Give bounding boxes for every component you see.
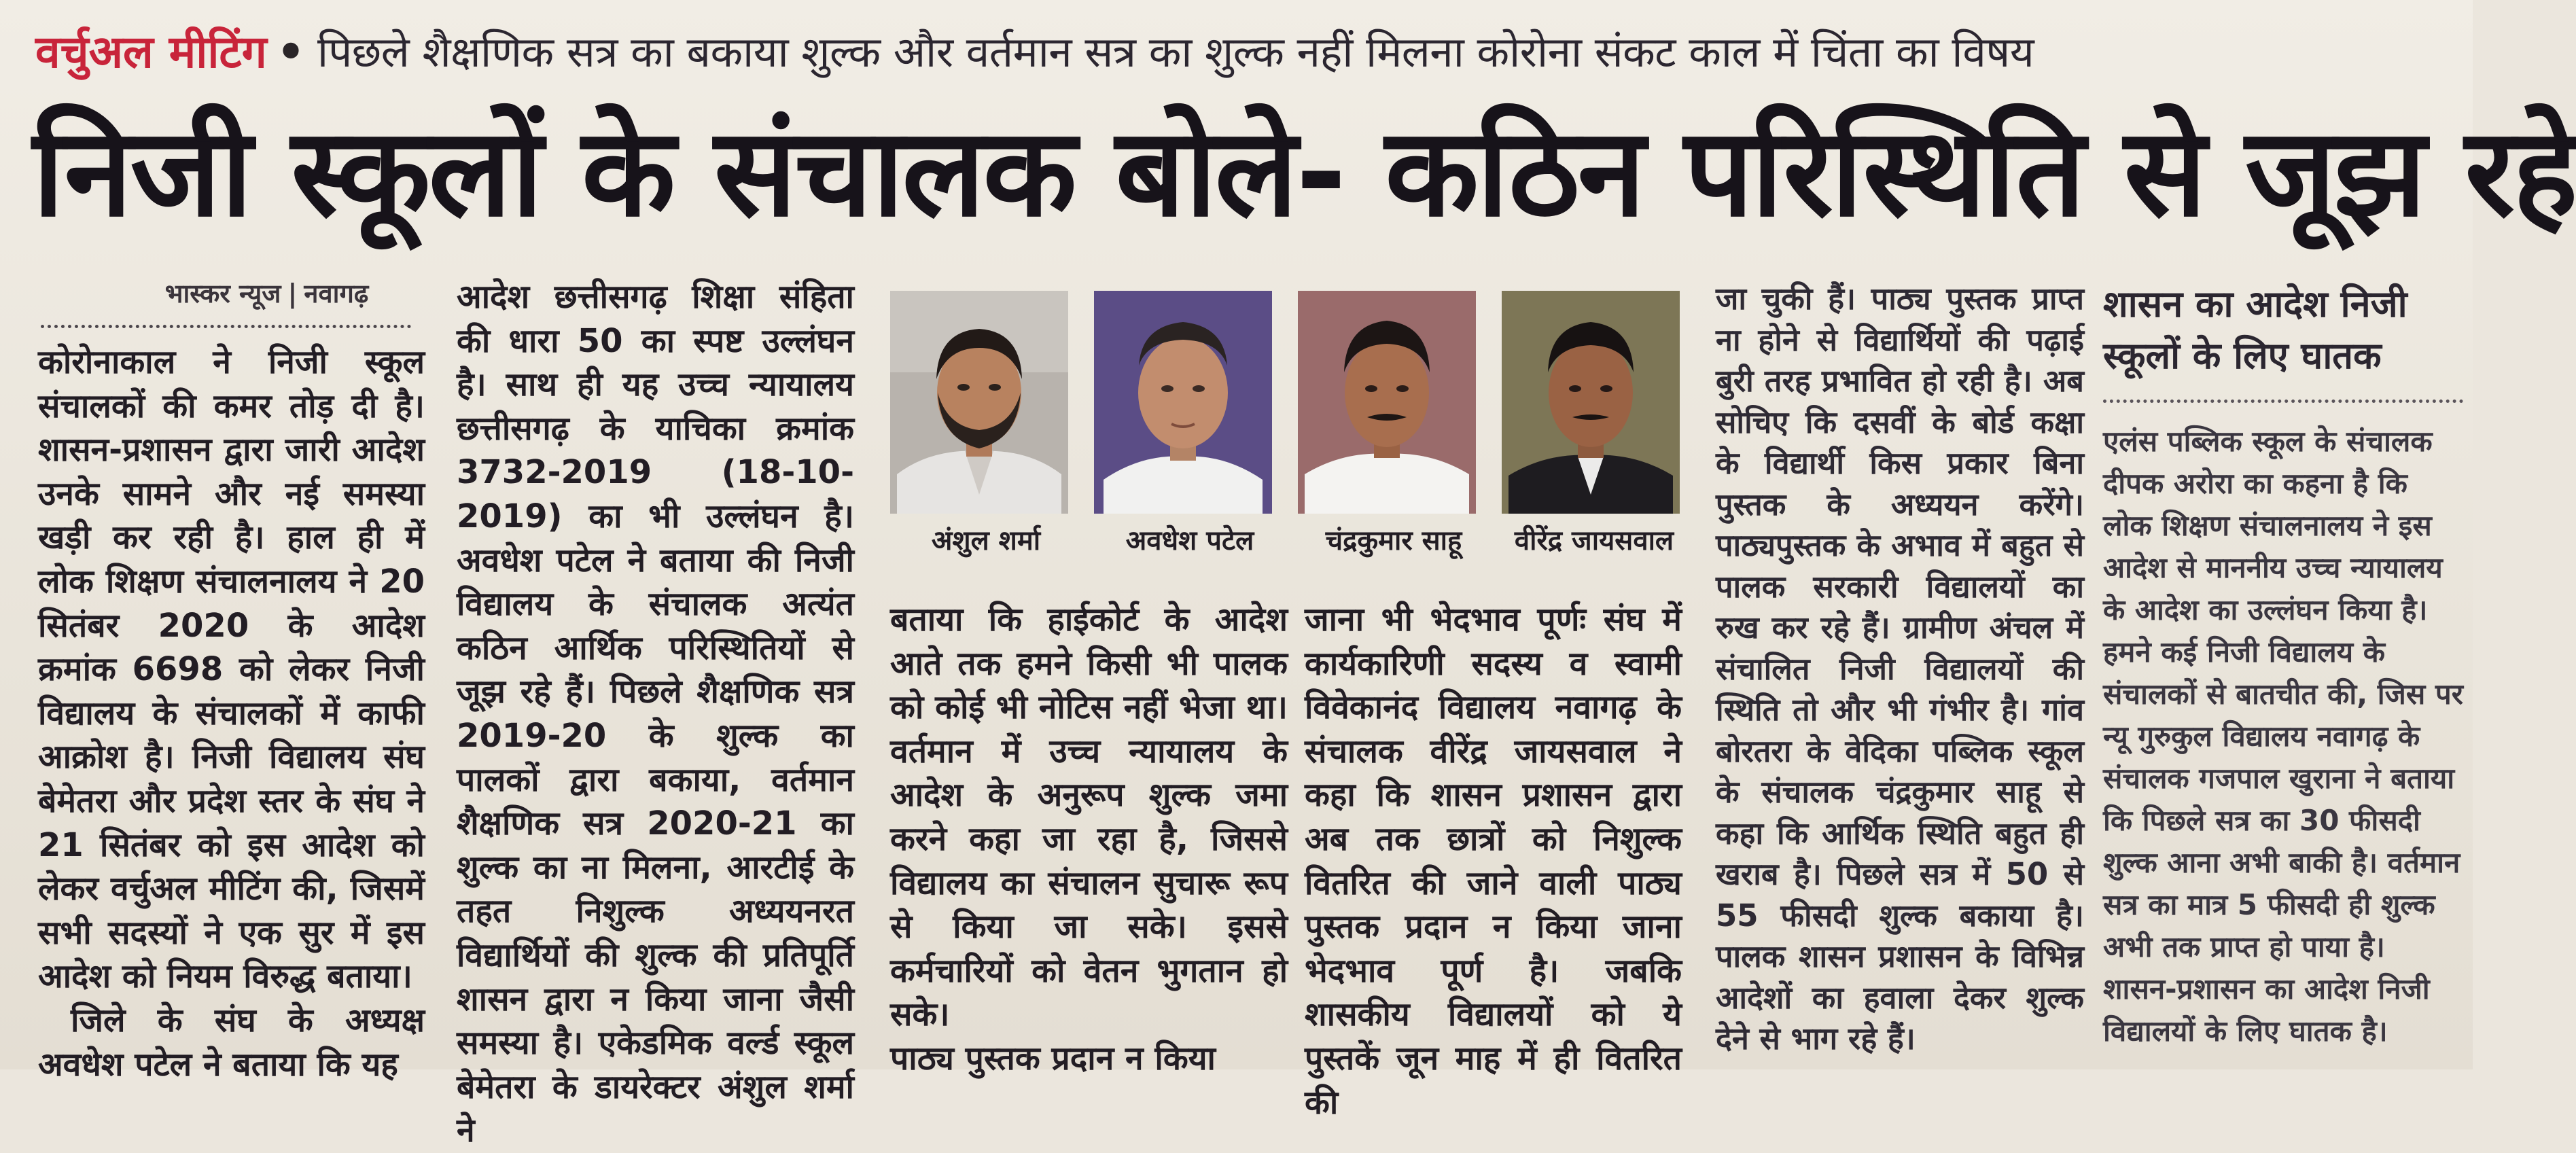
article-paragraph-4: बताया कि हाईकोर्ट के आदेश आते तक हमने किसी भी पालक को कोई भी नोटिस नहीं भेजा था। वर्तमान में उच्च न्यायालय के आदेश के अनुरूप शुल्क जमा करने कहा जा रहा है, जिससे विद्यालय का संचालन सुचारू रूप से किया जा सके। इससे कर्मचारियों को वेतन भुगतान हो सके। bbox=[890, 601, 1288, 1034]
subhead-textbook: पाठ्य पुस्तक प्रदान न किया bbox=[890, 1039, 1216, 1078]
byline-separator: | bbox=[287, 279, 298, 308]
photo-caption-3: चंद्रकुमार साहू bbox=[1325, 525, 1462, 556]
column-5 bbox=[1716, 279, 2084, 1057]
column-3 bbox=[890, 598, 1288, 1078]
main-headline: निजी स्कूलों के संचालक बोले- कठिन परिस्थिति से जूझ रहे bbox=[33, 102, 2576, 244]
portrait-photo-avdhesh-patel bbox=[1094, 291, 1272, 514]
portrait-image bbox=[1502, 291, 1680, 514]
byline-rule bbox=[41, 325, 411, 328]
kicker-line bbox=[35, 15, 2454, 90]
subhead-discrimination: जाना भी भेदभाव पूर्णः bbox=[1305, 601, 1587, 639]
portrait-image bbox=[1094, 291, 1272, 514]
column-1 bbox=[27, 272, 425, 1084]
kicker-label: वर्चुअल मीटिंग bbox=[35, 26, 267, 78]
portrait-image bbox=[1298, 291, 1476, 514]
photo-caption-1: अंशुल शर्मा bbox=[931, 525, 1041, 556]
portrait-photo-chandrakumar-sahu bbox=[1298, 291, 1476, 514]
photo-caption-4: वीरेंद्र जायसवाल bbox=[1514, 525, 1674, 556]
article-paragraph-3: आदेश छत्तीसगढ़ शिक्षा संहिता की धारा 50 का स्पष्ट उल्लंघन है। साथ ही यह उच्च न्यायालय छत्तीसगढ़ के याचिका क्रमांक 3732-2019 (18-10-2019) का भी उल्लंघन है। अवधेश पटेल ने बताया की निजी विद्यालय के संचालक अत्यंत कठिन आर्थिक परिस्थितियों से जूझ रहे हैं। पिछले शैक्षणिक सत्र 2019-20 के शुल्क का पालकों द्वारा बकाया, वर्तमान शैक्षणिक सत्र 2020-21 का शुल्क का ना मिलना, आरटीई के तहत निशुल्क अध्ययनरत विद्यार्थियों की शुल्क की प्रतिपूर्ति शासन द्वारा न किया जाना जैसी समस्या है। एकेडमिक वर्ल्ड स्कूल बेमेतरा के डायरेक्टर अंशुल शर्मा ने bbox=[457, 278, 854, 1150]
kicker-text: पिछले शैक्षणिक सत्र का बकाया शुल्क और वर्तमान सत्र का शुल्क नहीं मिलना कोरोना संकट काल में चिंता का विषय bbox=[317, 27, 2034, 77]
article-paragraph-2: जिले के संघ के अध्यक्ष अवधेश पटेल ने बताया कि यह bbox=[38, 1001, 425, 1084]
article-paragraph-5 bbox=[1305, 598, 1682, 1124]
article-paragraph-6: जा चुकी हैं। पाठ्य पुस्तक प्राप्त ना होने से विद्यार्थियों की पढ़ाई बुरी तरह प्रभावित हो रही है। अब सोचिए कि दसवीं के बोर्ड कक्षा के विद्यार्थी किस प्रकार बिना पुस्तक के अध्ययन करेंगे। पाठ्यपुस्तक के अभाव में बहुत से पालक सरकारी विद्यालयों का रुख कर रहे हैं। ग्रामीण अंचल में संचालित निजी विद्यालयों की स्थिति तो और भी गंभीर है। गांव बोरतरा के वेदिका पब्लिक स्कूल के संचालक चंद्रकुमार साहू से कहा कि आर्थिक स्थिति बहुत ही खराब है। पिछले सत्र में 50 से 55 फीसदी शुल्क बकाया है। पालक शासन प्रशासन के विभिन्न आदेशों का हवाला देकर शुल्क देने से भाग रहे हैं। bbox=[1716, 281, 2084, 1057]
kicker-bullet: • bbox=[276, 26, 306, 78]
column-2 bbox=[457, 275, 854, 1150]
byline-location: नवागढ़ bbox=[304, 279, 369, 308]
portrait-photo-virendra-jaiswal bbox=[1502, 291, 1680, 514]
sidebar-headline: शासन का आदेश निजी स्कूलों के लिए घातक bbox=[2103, 283, 2407, 377]
photo-caption-2: अवधेश पटेल bbox=[1125, 525, 1254, 556]
portrait-image bbox=[890, 291, 1068, 514]
sidebar-box bbox=[2103, 279, 2463, 1053]
byline bbox=[27, 272, 425, 315]
portrait-photo-anshul-sharma bbox=[890, 291, 1068, 514]
article-paragraph-1: कोरोनाकाल ने निजी स्कूल संचालकों की कमर तोड़ दी है। शासन-प्रशासन द्वारा जारी आदेश उनके सामने और नई समस्या खड़ी कर रही है। हाल ही में लोक शिक्षण संचालनालय ने 20 सितंबर 2020 के आदेश क्रमांक 6698 को लेकर निजी विद्यालय के संचालकों में काफी आक्रोश है। निजी विद्यालय संघ बेमेतरा और प्रदेश स्तर के संघ ने 21 सितंबर को इस आदेश को लेकर वर्चुअल मीटिंग की, जिसमें सभी सदस्यों ने एक सुर में इस आदेश को नियम विरुद्ध बताया। bbox=[38, 343, 425, 996]
sidebar-text: एलंस पब्लिक स्कूल के संचालक दीपक अरोरा का कहना है कि लोक शिक्षण संचालनालय ने इस आदेश से माननीय उच्च न्यायालय के आदेश का उल्लंघन किया है। हमने कई निजी विद्यालय के संचालकों से बातचीत की, जिस पर न्यू गुरुकुल विद्यालय नवागढ़ के संचालक गजपाल खुराना ने बताया कि पिछले सत्र का 30 फीसदी शुल्क आना अभी बाकी है। वर्तमान सत्र का मात्र 5 फीसदी ही शुल्क अभी तक प्राप्त हो पाया है। शासन-प्रशासन का आदेश निजी विद्यालयों के लिए घातक है। bbox=[2103, 425, 2463, 1048]
byline-source: भास्कर न्यूज bbox=[164, 279, 281, 308]
column-4 bbox=[1305, 598, 1682, 1122]
sidebar-rule bbox=[2103, 400, 2463, 403]
article-paragraph-5-text: संघ में कार्यकारिणी सदस्य व स्वामी विवेकानंद विद्यालय नवागढ़ के संचालक वीरेंद्र जायसवाल ने कहा कि शासन प्रशासन द्वारा अब तक छात्रों को निशुल्क वितरित की जाने वाली पाठ्य पुस्तक प्रदान न किया जाना भेदभाव पूर्ण है। जबकि शासकीय विद्यालयों को ये पुस्तकें जून माह में ही वितरित की bbox=[1305, 601, 1682, 1122]
portrait-row bbox=[890, 291, 1692, 559]
